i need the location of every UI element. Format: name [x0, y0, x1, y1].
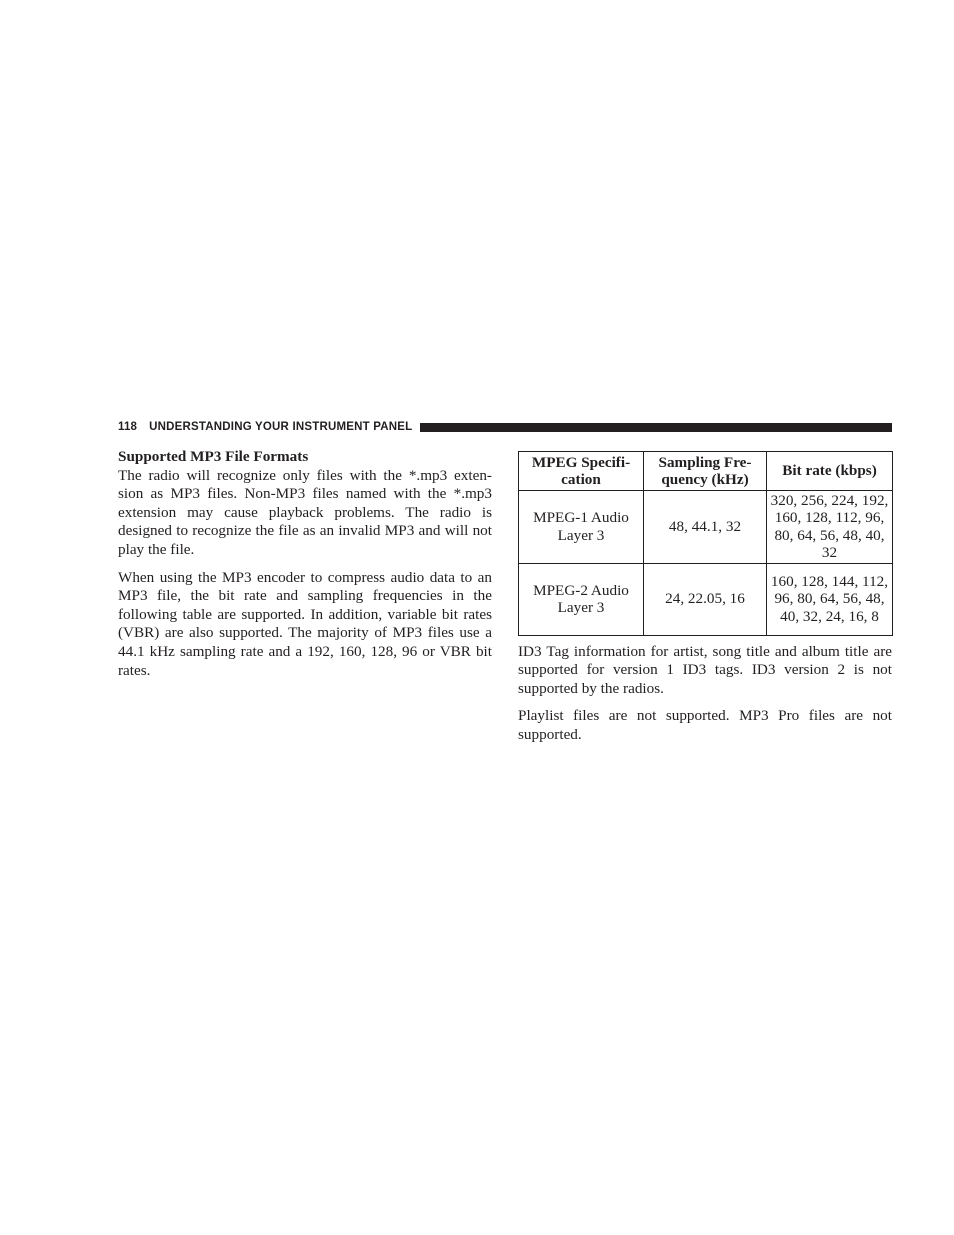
table-cell: MPEG-1 Audio Layer 3 — [519, 491, 644, 564]
body-paragraph-2: When using the MP3 encoder to compress audio data to an MP3 file, the bit rate and sampling frequencies in the following table are supported. In addition, variable bit rates (VBR) are also supported. The majority of MP3 files use a 44.1 kHz sampling rate and a 192, 160, 128, 96 or VBR bit rates. — [118, 568, 492, 679]
section-heading: Supported MP3 File Formats — [118, 448, 309, 465]
table-cell: MPEG-2 Audio Layer 3 — [519, 563, 644, 635]
left-column — [118, 448, 492, 680]
page-header — [118, 419, 892, 435]
body-paragraph-4: Playlist files are not supported. MP3 Pro files are not supported. — [518, 707, 892, 743]
table-cell: 24, 22.05, 16 — [644, 563, 767, 635]
table-header-row — [519, 452, 893, 491]
column-header: MPEG Specifi- cation — [519, 452, 644, 491]
section-title: UNDERSTANDING YOUR INSTRUMENT PANEL — [149, 421, 413, 433]
page-number: 118 — [118, 421, 138, 433]
table-cell: 320, 256, 224, 192, 160, 128, 112, 96, 80, 64, 56, 48, 40, 32 — [767, 491, 893, 564]
body-paragraph-1: The radio will recognize only files with the *.mp3 exten- sion as MP3 files. Non-MP3 files named with the *.mp3 extension may cause playback problems. The radio is designed to recognize the file as an invalid MP3 and will not play the file. — [118, 466, 492, 558]
column-header: Bit rate (kbps) — [767, 452, 893, 491]
table-cell: 160, 128, 144, 112, 96, 80, 64, 56, 48, 40, 32, 24, 16, 8 — [767, 563, 893, 635]
right-column — [518, 451, 892, 745]
table-row — [519, 563, 893, 635]
table-cell: 48, 44.1, 32 — [644, 491, 767, 564]
header-rule — [420, 423, 892, 432]
body-paragraph-3: ID3 Tag information for artist, song title and album title are supported for version 1 ID3 tags. ID3 version 2 is not supported by the radios. — [518, 642, 892, 697]
table-row — [519, 491, 893, 564]
mp3-format-table — [518, 451, 893, 636]
column-header: Sampling Fre- quency (kHz) — [644, 452, 767, 491]
